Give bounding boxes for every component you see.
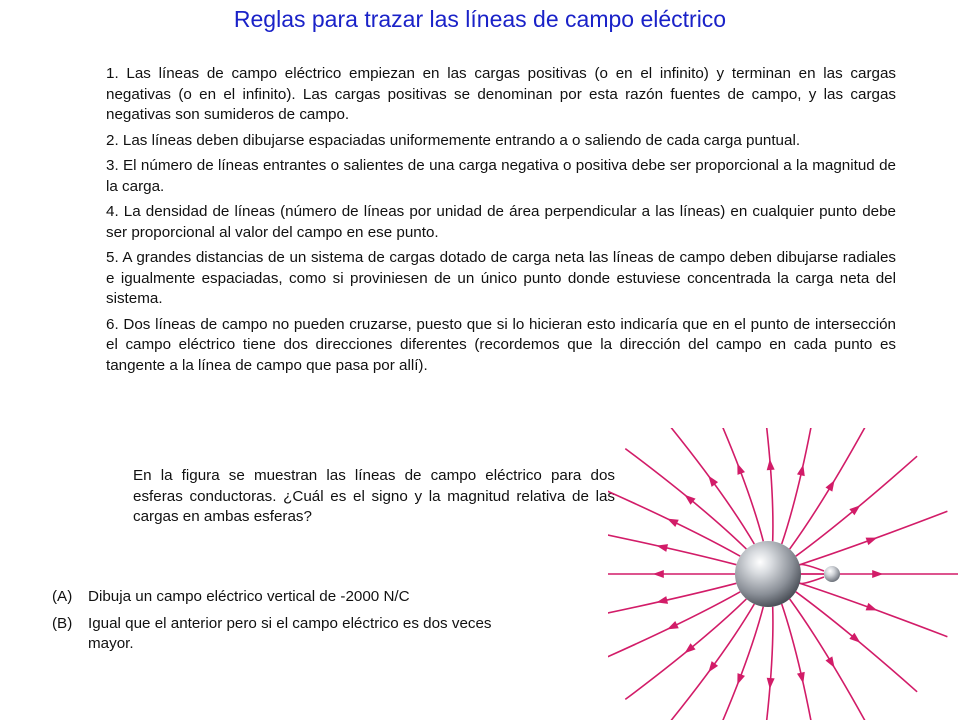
field-line-between-spheres [799,577,824,583]
field-arrow-icon [705,661,718,675]
field-arrow-icon [766,459,775,471]
field-line [608,530,736,565]
field-arrow-icon [866,534,879,545]
field-arrow-icon [797,672,807,684]
rule-item-2: 2. Las líneas deben dibujarse espaciadas uniformemente entrando a o saliendo de cada carga puntual. [106,131,801,149]
figure-question: En la figura se muestran las líneas de campo eléctrico para dos esferas conductoras. ¿Cuál es el signo y la magnitud relativa de las cargas en ambas esferas? [133,467,615,525]
field-line [708,607,763,720]
rule-item-1: 1. Las líneas de campo eléctrico empiezan en las cargas positivas (o en el infinito) y terminan en las cargas negativas (o en el infinito). Las cargas positivas se denominan por esta razón fuentes de campo, y las cargas negativas son sumideros de campo. [106,65,896,123]
field-line [782,428,818,544]
field-line [796,456,917,556]
rule-item-5: 5. A grandes distancias de un sistema de cargas dotado de carga neta las líneas de campo deben dibujarse radiales e igualmente espaciadas, como si proviniesen de un único punto donde estuviese concentrada la carga neta del sistema. [106,249,896,307]
field-arrow-icon [734,673,745,686]
field-arrow-icon [766,678,775,690]
page-title: Reglas para trazar las líneas de campo eléctrico [233,6,727,32]
field-line-between-spheres [799,565,824,571]
task-item-b [52,614,532,655]
field-line [608,583,736,618]
task-label-a: (A) [52,588,73,605]
field-arrow-icon [797,464,807,476]
field-arrow-icon [705,473,718,487]
electric-field-lines-icon [608,428,960,720]
field-lines-figure [608,428,960,720]
field-arrow-icon [656,542,668,552]
rule-item-6: 6. Dos líneas de campo no pueden cruzarse, puesto que si lo hicieran esto indicaría que en el punto de intersección el campo eléctrico tiene dos direcciones diferentes (recordemos que la dirección del campo en cada punto es tangente a la línea de campo que pasa por allí). [106,315,896,374]
field-line [662,428,754,544]
field-arrow-icon [825,478,838,492]
field-line [708,428,763,541]
field-arrow-icon [825,656,838,670]
field-line [625,599,746,700]
large-sphere [735,541,801,607]
task-label-b: (B) [52,614,73,632]
field-arrow-icon [734,462,745,475]
field-arrow-icon [656,596,668,606]
field-line [796,592,917,692]
tasks-list [52,587,532,661]
field-arrow-icon [665,621,678,633]
rule-item-4: 4. La densidad de líneas (número de líneas por unidad de área perpendicular a las líneas) en cualquier punto debe ser proporcional al valor del campo en ese punto. [106,203,896,241]
field-line [662,604,754,720]
task-text-b: Igual que el anterior pero si el campo eléctrico es dos veces mayor. [88,614,492,652]
field-arrow-icon [653,570,664,578]
rules-list [106,64,896,381]
field-arrow-icon [872,570,883,578]
field-arrow-icon [866,603,879,614]
rule-item-3: 3. El número de líneas entrantes o salientes de una carga negativa o positiva debe ser proporcional a la magnitud de la carga. [106,157,896,195]
small-sphere [824,566,840,582]
field-line [761,607,773,720]
field-line [761,428,773,541]
field-line [782,604,818,720]
task-text-a: Dibuja un campo eléctrico vertical de -2000 N/C [88,588,410,605]
field-line [625,449,746,549]
task-item-a [52,587,532,608]
field-arrow-icon [665,515,678,527]
